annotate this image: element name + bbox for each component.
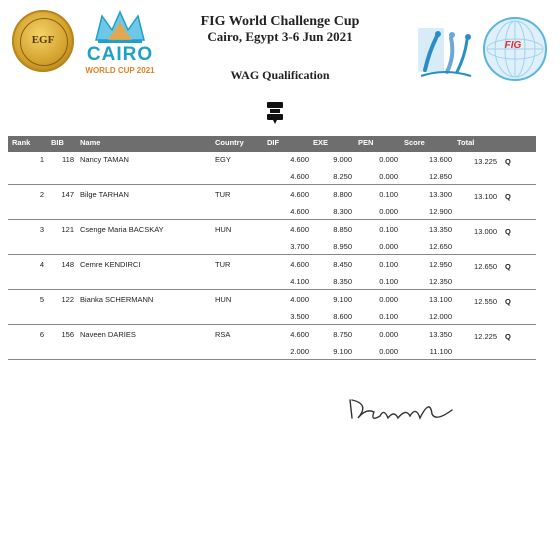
pen-cell: 0.000 — [379, 207, 398, 216]
exe-cell: 9.100 — [333, 295, 352, 304]
total-cell: 12.650 — [474, 262, 497, 271]
score-cell: 12.900 — [429, 207, 452, 216]
dif-cell: 4.600 — [290, 172, 309, 181]
pen-cell: 0.100 — [379, 277, 398, 286]
pen-cell: 0.100 — [379, 260, 398, 269]
exe-cell: 8.850 — [333, 225, 352, 234]
qualified-badge: Q — [505, 227, 511, 236]
qualified-badge: Q — [505, 157, 511, 166]
gymnast-logo-icon — [417, 26, 475, 82]
col-bib: BIB — [51, 138, 64, 147]
col-score: Score — [404, 138, 425, 147]
pen-cell: 0.000 — [379, 172, 398, 181]
qualified-badge: Q — [505, 297, 511, 306]
score-cell: 12.650 — [429, 242, 452, 251]
dif-cell: 3.500 — [290, 312, 309, 321]
dif-cell: 4.600 — [290, 207, 309, 216]
qualified-badge: Q — [505, 192, 511, 201]
row-separator — [8, 324, 536, 325]
apparatus-icon — [264, 100, 286, 124]
cairo-crown-logo — [92, 10, 148, 46]
score-cell: 12.000 — [429, 312, 452, 321]
dif-cell: 4.600 — [290, 225, 309, 234]
dif-cell: 4.600 — [290, 190, 309, 199]
col-pen: PEN — [358, 138, 374, 147]
country-cell: HUN — [215, 295, 232, 304]
col-name: Name — [80, 138, 101, 147]
col-rank: Rank — [12, 138, 31, 147]
total-cell: 13.225 — [474, 157, 497, 166]
rank-cell: 6 — [39, 330, 44, 339]
row-separator — [8, 184, 536, 185]
exe-cell: 8.600 — [333, 312, 352, 321]
score-cell: 13.300 — [429, 190, 452, 199]
col-country: Country — [215, 138, 244, 147]
country-cell: TUR — [215, 190, 231, 199]
score-cell: 13.350 — [429, 225, 452, 234]
rank-cell: 5 — [39, 295, 44, 304]
bib-cell: 156 — [61, 330, 74, 339]
col-total: Total — [457, 138, 475, 147]
dif-cell: 2.000 — [290, 347, 309, 356]
competition-title: WAG Qualification — [230, 68, 330, 82]
egf-logo-text: EGF — [31, 34, 55, 46]
qualified-badge: Q — [505, 262, 511, 271]
score-cell: 13.350 — [429, 330, 452, 339]
exe-cell: 9.100 — [333, 347, 352, 356]
bib-cell: 118 — [62, 155, 74, 164]
pen-cell: 0.100 — [379, 225, 398, 234]
score-cell: 11.100 — [429, 347, 452, 356]
qualified-badge: Q — [505, 332, 511, 341]
total-cell: 13.100 — [474, 192, 497, 201]
total-cell: 12.225 — [474, 332, 497, 341]
country-cell: TUR — [215, 260, 231, 269]
name-cell: Naveen DARIES — [80, 330, 136, 339]
dif-cell: 4.600 — [290, 330, 309, 339]
judge-signature — [340, 388, 460, 432]
cairo-wordmark: CAIRO — [86, 44, 154, 65]
dif-cell: 4.600 — [290, 155, 309, 164]
rank-cell: 3 — [39, 225, 44, 234]
country-cell: RSA — [215, 330, 231, 339]
row-separator — [8, 219, 536, 220]
exe-cell: 9.000 — [333, 155, 352, 164]
country-cell: EGY — [215, 155, 231, 164]
exe-cell: 8.300 — [333, 207, 352, 216]
score-cell: 13.100 — [429, 295, 452, 304]
name-cell: Csenge Maria BACSKAY — [80, 225, 164, 234]
bib-cell: 122 — [61, 295, 74, 304]
name-cell: Bianka SCHERMANN — [80, 295, 154, 304]
exe-cell: 8.450 — [333, 260, 352, 269]
dif-cell: 4.100 — [290, 277, 309, 286]
event-title: FIG World Challenge Cup — [200, 14, 360, 29]
cairo-subtitle: WORLD CUP 2021 — [85, 66, 155, 75]
pen-cell: 0.000 — [379, 347, 398, 356]
name-cell: Cemre KENDIRCI — [80, 260, 141, 269]
row-separator — [8, 359, 536, 360]
exe-cell: 8.950 — [333, 242, 352, 251]
bib-cell: 147 — [61, 190, 74, 199]
fig-logo-text: FIG — [504, 40, 522, 51]
event-location-date: Cairo, Egypt 3-6 Jun 2021 — [207, 29, 353, 44]
exe-cell: 8.350 — [333, 277, 352, 286]
score-cell: 13.600 — [429, 155, 452, 164]
pen-cell: 0.000 — [379, 242, 398, 251]
exe-cell: 8.800 — [333, 190, 352, 199]
col-dif: DIF — [267, 138, 280, 147]
total-cell: 13.000 — [474, 227, 497, 236]
col-exe: EXE — [313, 138, 329, 147]
pen-cell: 0.000 — [379, 330, 398, 339]
row-separator — [8, 254, 536, 255]
score-cell: 12.950 — [429, 260, 452, 269]
score-cell: 12.350 — [429, 277, 452, 286]
name-cell: Bilge TARHAN — [80, 190, 129, 199]
dif-cell: 4.000 — [290, 295, 309, 304]
dif-cell: 3.700 — [290, 242, 309, 251]
score-cell: 12.850 — [429, 172, 452, 181]
total-cell: 12.550 — [474, 297, 497, 306]
rank-cell: 2 — [39, 190, 44, 199]
bib-cell: 148 — [61, 260, 74, 269]
pen-cell: 0.000 — [379, 295, 398, 304]
pen-cell: 0.000 — [379, 155, 398, 164]
bib-cell: 121 — [61, 225, 74, 234]
rank-cell: 4 — [39, 260, 44, 269]
pen-cell: 0.100 — [379, 190, 398, 199]
rank-cell: 1 — [39, 155, 44, 164]
row-separator — [8, 289, 536, 290]
dif-cell: 4.600 — [290, 260, 309, 269]
pen-cell: 0.100 — [379, 312, 398, 321]
name-cell: Nancy TAMAN — [80, 155, 129, 164]
country-cell: HUN — [215, 225, 232, 234]
exe-cell: 8.250 — [333, 172, 352, 181]
exe-cell: 8.750 — [333, 330, 352, 339]
